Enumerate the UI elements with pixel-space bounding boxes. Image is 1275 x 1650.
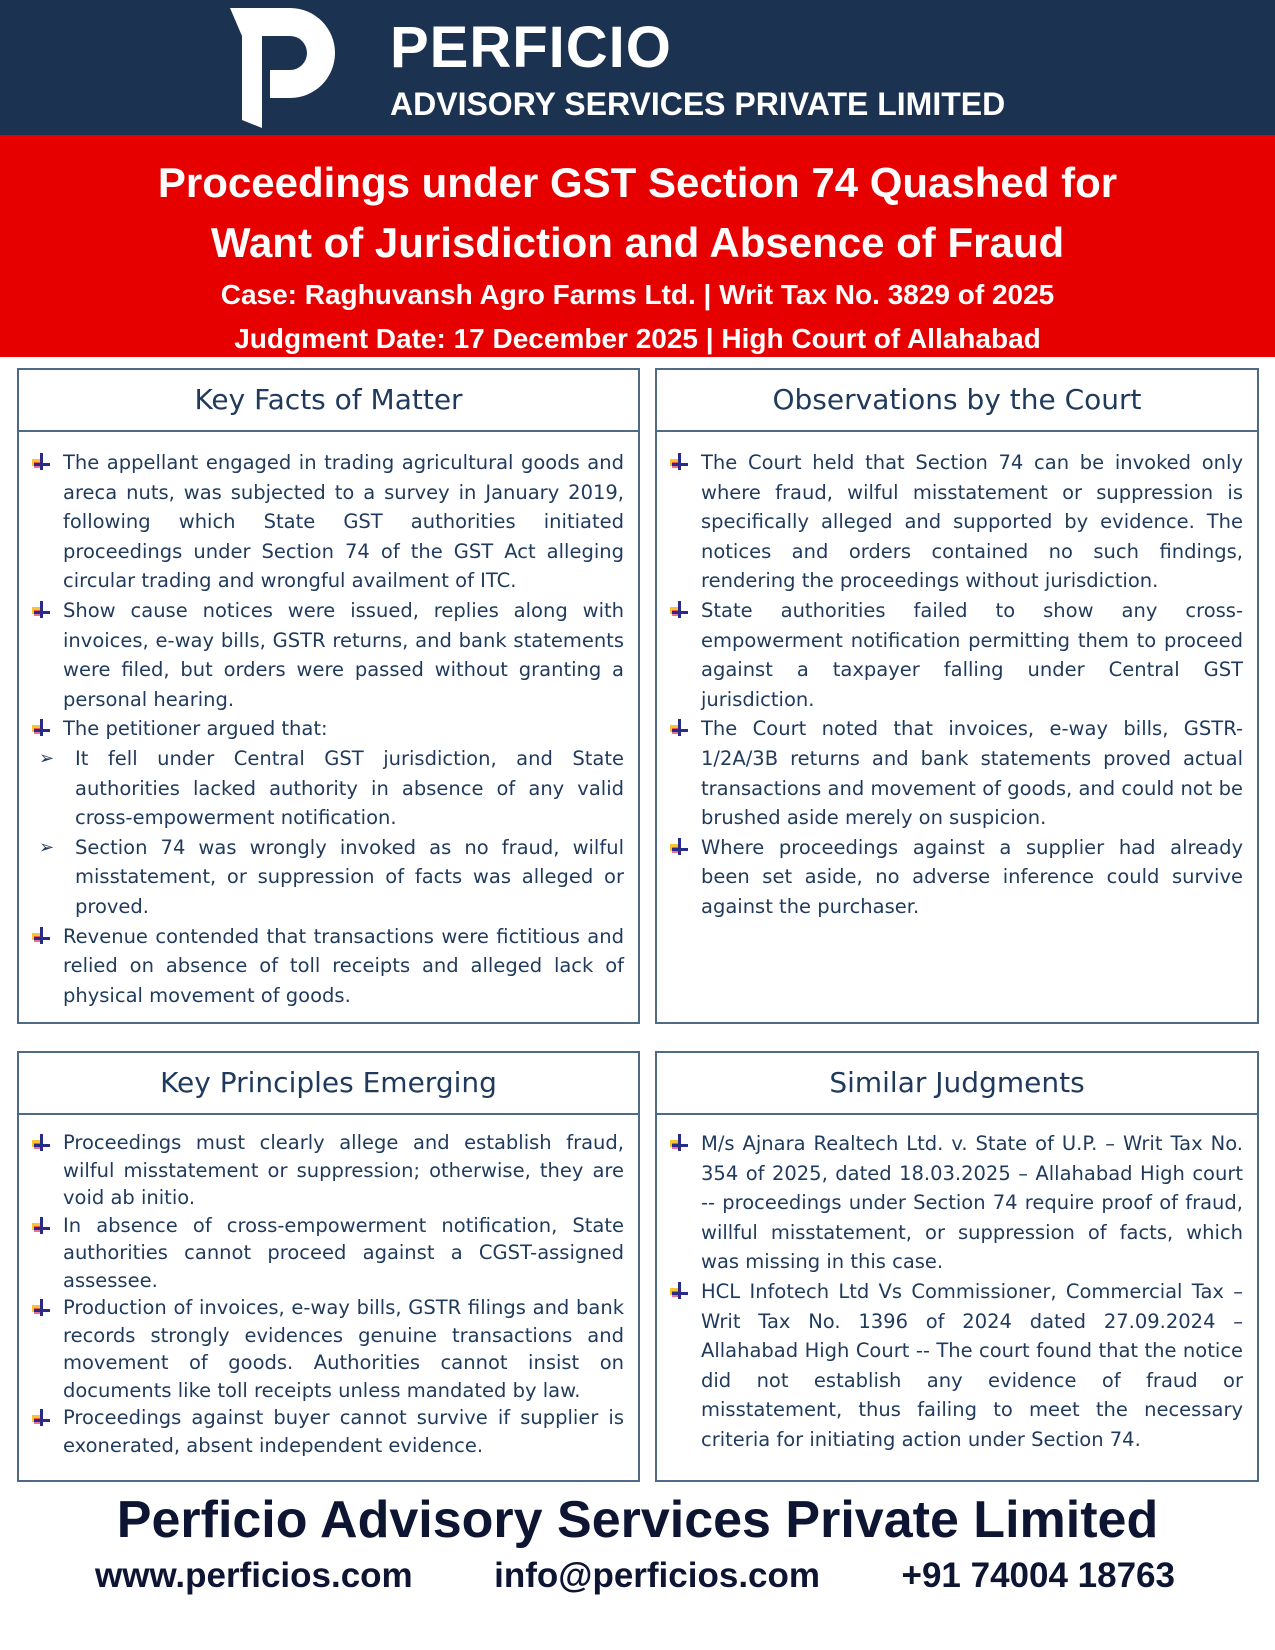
bullet-icon: [31, 926, 51, 946]
key-facts-panel: [17, 368, 640, 1024]
bullet-icon: [31, 1133, 51, 1153]
principles-title: Key Principles Emerging: [19, 1053, 638, 1115]
sub-list-item: ➢ It fell under Central GST jurisdiction, and State authorities lacked authority in absence of any valid cross-empowerment notification.: [29, 744, 624, 833]
footer-company: Perficio Advisory Services Private Limited: [116, 1491, 1159, 1549]
bullet-icon: [31, 718, 51, 738]
similar-judgments-panel: [655, 1051, 1259, 1482]
brand-name: PERFICIO: [390, 15, 672, 80]
bullet-icon: [669, 452, 689, 472]
title-banner: [0, 135, 1275, 357]
list-item: State authorities failed to show any cross-empowerment notification permitting them to proceed against a taxpayer falling under Central GST jurisdiction.: [667, 596, 1243, 714]
bullet-icon: [669, 1133, 689, 1153]
header-bar: [0, 0, 1275, 135]
list-item: Production of invoices, e-way bills, GSTR filings and bank records strongly evidences genuine transactions and movement of goods. Authorities cannot insist on documents like toll receipts unless mandated by law.: [29, 1294, 624, 1404]
title-line-1: Proceedings under GST Section 74 Quashed for: [157, 159, 1118, 206]
bullet-icon: [31, 1298, 51, 1318]
list-item: The Court held that Section 74 can be invoked only where fraud, wilful misstatement or suppression is specifically alleged and supported by evidence. The notices and orders contained no such findings, rendering the proceedings without jurisdiction.: [667, 448, 1243, 596]
list-item: Proceedings against buyer cannot survive if supplier is exonerated, absent independent evidence.: [29, 1404, 624, 1459]
similar-judgments-title: Similar Judgments: [657, 1053, 1257, 1115]
title-line-2: Want of Jurisdiction and Absence of Fraud: [210, 219, 1065, 266]
observations-panel: [655, 368, 1259, 1024]
bullet-icon: [669, 600, 689, 620]
bullet-icon: [31, 1408, 51, 1428]
perficio-logo-icon: [230, 8, 335, 128]
list-item: Proceedings must clearly allege and establish fraud, wilful misstatement or suppression; otherwise, they are void ab initio.: [29, 1129, 624, 1212]
case-line: Case: Raghuvansh Agro Farms Ltd. | Writ Tax No. 3829 of 2025: [220, 279, 1055, 310]
footer-contacts: [95, 1556, 1175, 1596]
list-item: The petitioner argued that:: [29, 714, 624, 744]
list-item: The appellant engaged in trading agricultural goods and areca nuts, was subjected to a survey in January 2019, following which State GST authorities initiated proceedings under Section 74 of the GST Act alleging circular trading and wrongful availment of ITC.: [29, 448, 624, 596]
list-item: HCL Infotech Ltd Vs Commissioner, Commercial Tax – Writ Tax No. 1396 of 2024 dated 27.09.2024 – Allahabad High Court -- The court found that the notice did not establish any evidence of fraud or misstatement, thus failing to meet the necessary criteria for initiating action under Section 74.: [667, 1277, 1243, 1455]
bullet-icon: [31, 600, 51, 620]
list-item: Show cause notices were issued, replies along with invoices, e-way bills, GSTR returns, and bank statements were filed, but orders were passed without granting a personal hearing.: [29, 596, 624, 714]
email-link[interactable]: info@perficios.com: [494, 1556, 821, 1595]
list-item: Revenue contended that transactions were fictitious and relied on absence of toll receipts and alleged lack of physical movement of goods.: [29, 922, 624, 1011]
list-item: Where proceedings against a supplier had already been set aside, no adverse inference could survive against the purchaser.: [667, 833, 1243, 922]
list-item: The Court noted that invoices, e-way bills, GSTR-1/2A/3B returns and bank statements proved actual transactions and movement of goods, and could not be brushed aside merely on suspicion.: [667, 714, 1243, 832]
phone-number[interactable]: +91 74004 18763: [901, 1556, 1175, 1595]
bullet-icon: [669, 1281, 689, 1301]
sub-list-item: ➢ Section 74 was wrongly invoked as no fraud, wilful misstatement, or suppression of facts was alleged or proved.: [29, 833, 624, 922]
list-item: In absence of cross-empowerment notification, State authorities cannot proceed against a CGST-assigned assessee.: [29, 1212, 624, 1295]
bullet-icon: [669, 837, 689, 857]
bullet-icon: [31, 452, 51, 472]
bullet-icon: [31, 1216, 51, 1236]
list-item: M/s Ajnara Realtech Ltd. v. State of U.P. – Writ Tax No. 354 of 2025, dated 18.03.2025 – Allahabad High court -- proceedings under Section 74 require proof of fraud, willful misstatement, or suppression of facts, which was missing in this case.: [667, 1129, 1243, 1277]
date-line: Judgment Date: 17 December 2025 | High Court of Allahabad: [234, 323, 1041, 354]
bullet-icon: [669, 718, 689, 738]
key-facts-title: Key Facts of Matter: [19, 370, 638, 432]
principles-panel: [17, 1051, 640, 1482]
brand-subtitle: ADVISORY SERVICES PRIVATE LIMITED: [390, 86, 1006, 122]
website-link[interactable]: www.perficios.com: [95, 1556, 413, 1595]
arrow-bullet-icon: ➢: [39, 747, 55, 769]
arrow-bullet-icon: ➢: [39, 836, 55, 858]
observations-title: Observations by the Court: [657, 370, 1257, 432]
